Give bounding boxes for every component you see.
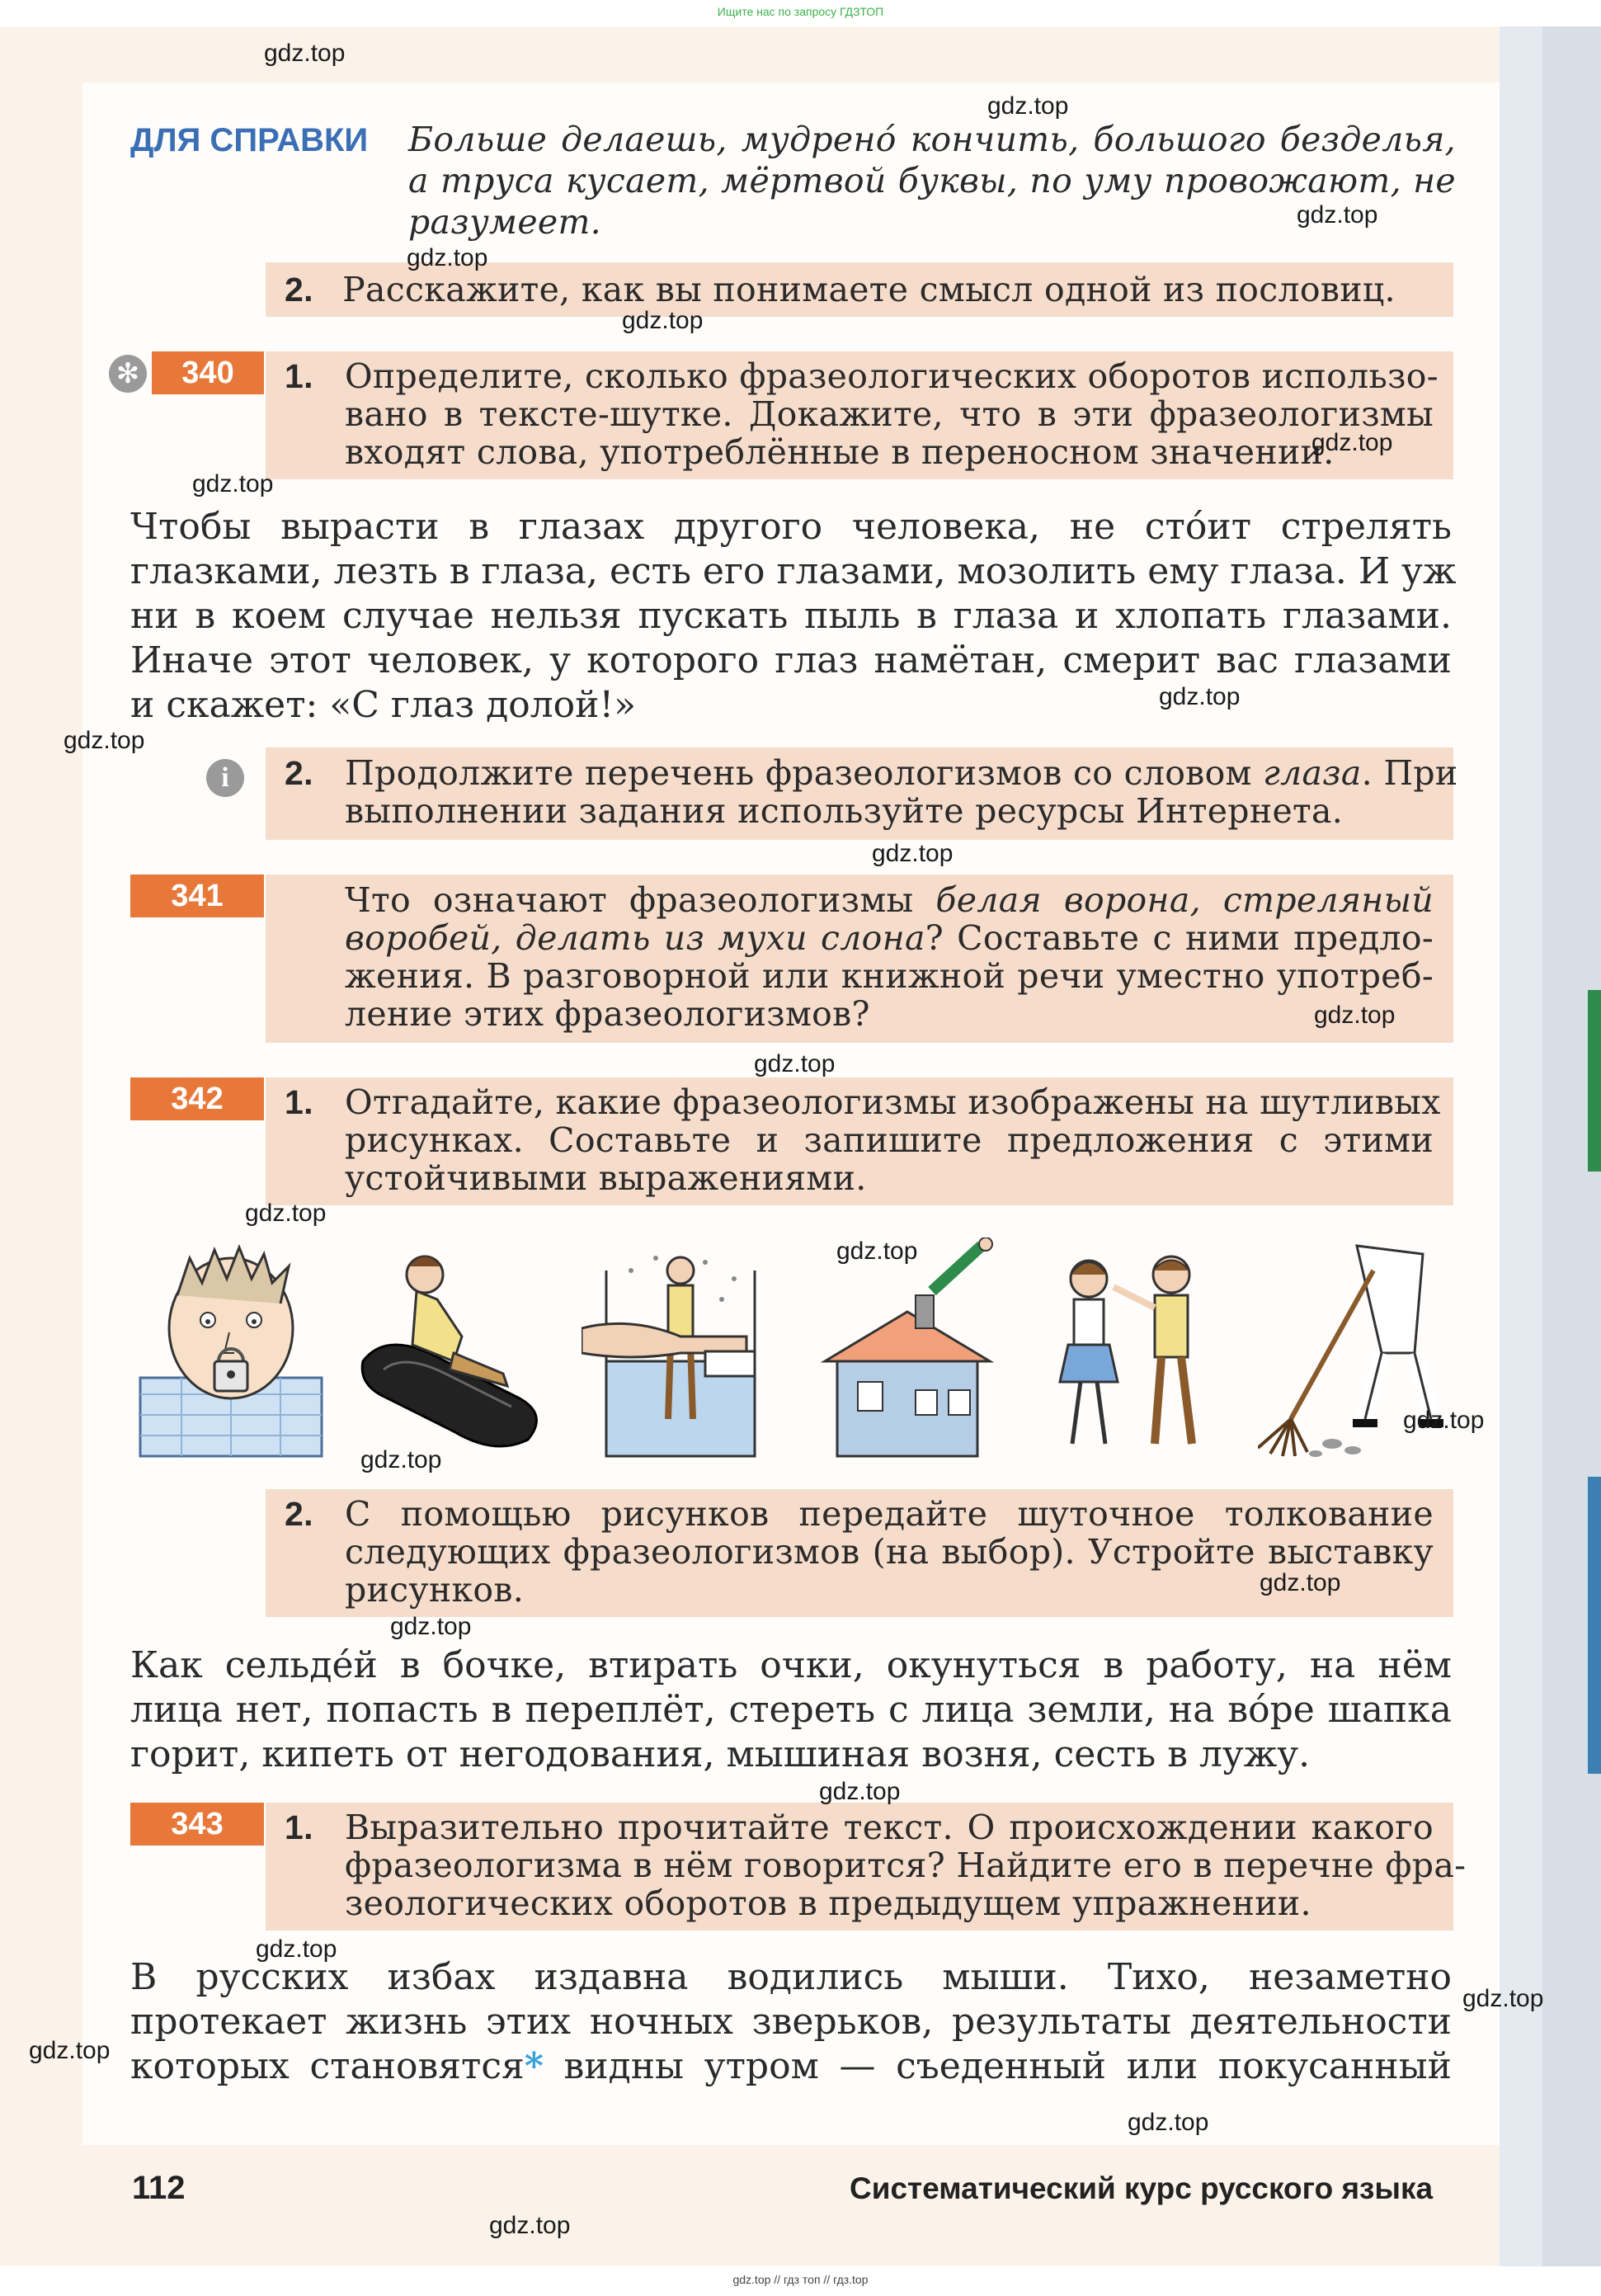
task-line: вано в тексте-шутке. Докажите, что в эти фразеологизмы (345, 394, 1434, 434)
task-line: выполнении задания используйте ресурсы Интернета. (345, 791, 1344, 831)
watermark: gdz.top (1128, 2109, 1209, 2136)
exercise-number-342: 342 (130, 1077, 264, 1120)
task-line: рисунках. Составьте и запишите предложения с этими (345, 1120, 1434, 1160)
illustration-girl-boy (1031, 1238, 1229, 1460)
illustration-lock-mouth (132, 1238, 330, 1460)
watermark: gdz.top (360, 1446, 442, 1473)
exercise-number-340: 340 (152, 351, 264, 394)
illustration-galosh (355, 1238, 553, 1460)
text-line: В русских избах издавна водились мыши. Тихо, незаметно (130, 1956, 1452, 1998)
footnote-star: * (524, 2045, 544, 2087)
task-line: С помощью рисунков передайте шуточное толкование (345, 1494, 1434, 1534)
task-number: 2. (285, 754, 313, 792)
text-line: которых становятся* видны утром — съеденный или покусанный (130, 2045, 1452, 2087)
text-line: Чтобы вырасти в глазах другого человека, не сто́ит стрелять (130, 506, 1452, 548)
watermark: gdz.top (1403, 1407, 1485, 1434)
text-line: Иначе этот человек, у которого глаз намётан, смерит вас глазами (130, 639, 1452, 681)
task-line: ление этих фразеологизмов? (345, 994, 870, 1034)
task-line: зеологических оборотов в предыдущем упражнении. (345, 1883, 1311, 1923)
watermark: gdz.top (264, 40, 346, 67)
task-text: Расскажите, как вы понимаете смысл одной из пословиц. (342, 270, 1396, 309)
watermark: gdz.top (256, 1935, 337, 1963)
info-icon: i (206, 759, 244, 797)
text-line: Как сельде́й в бочке, втирать очки, окунуться в работу, на нём (130, 1644, 1452, 1686)
task-339-2 (285, 271, 1396, 309)
watermark: gdz.top (1260, 1569, 1341, 1596)
task-line: входят слова, употреблённые в переносном значении. (345, 432, 1335, 472)
watermark: gdz.top (1159, 683, 1241, 710)
text-line: глазками, лезть в глаза, есть его глазами, мозолить ему глаза. И уж (130, 550, 1457, 592)
task-line: устойчивыми выражениями. (345, 1158, 867, 1198)
task-line: Продолжите перечень фразеологизмов со словом глаза. При (345, 753, 1458, 793)
watermark: gdz.top (407, 244, 488, 271)
watermark: gdz.top (987, 92, 1069, 120)
watermark: gdz.top (192, 470, 274, 497)
watermark: gdz.top (754, 1050, 836, 1077)
exercise-340-text (130, 505, 1457, 728)
illustration-glass (582, 1238, 779, 1460)
exercise-number-341: 341 (130, 875, 264, 917)
task-line: Что означают фразеологизмы белая ворона, стреляный (345, 880, 1434, 920)
task-342-1-text (345, 1082, 1441, 1198)
task-line: воробей, делать из мухи слона? Составьте с ними предло- (345, 918, 1434, 958)
task-number: 1. (285, 1083, 313, 1121)
bottom-note: gdz.top // гдз топ // гдз.top (732, 2273, 869, 2286)
watermark: gdz.top (872, 840, 954, 867)
text-line: ни в коем случае нельзя пускать пыль в глаза и хлопать глазами. (130, 595, 1452, 637)
section-tab-green (1588, 990, 1601, 1172)
task-341-text (345, 881, 1434, 1033)
task-line: следующих фразеологизмов (на выбор). Устройте выставку (345, 1532, 1434, 1572)
watermark: gdz.top (64, 727, 145, 754)
star-icon: ✻ (109, 355, 147, 393)
reference-label: ДЛЯ СПРАВКИ (130, 122, 369, 158)
task-line: жения. В разговорной или книжной речи уместно употреб- (345, 956, 1434, 996)
watermark: gdz.top (489, 2212, 571, 2239)
page-gutter (1500, 26, 1542, 2266)
task-number: 2. (285, 1495, 313, 1533)
page-number: 112 (132, 2170, 186, 2206)
task-number: 1. (285, 357, 313, 395)
task-number: 1. (285, 1808, 313, 1846)
task-343-1-text (345, 1808, 1467, 1923)
text-line: и скажет: «С глаз долой!» (130, 684, 637, 726)
watermark: gdz.top (819, 1778, 901, 1805)
text-line: протекает жизнь этих ночных зверьков, результаты деятельности (130, 2001, 1452, 2043)
watermark: gdz.top (1297, 201, 1378, 229)
task-line: рисунков. (345, 1570, 525, 1610)
exercise-343-text (130, 1955, 1452, 2089)
task-340-2-text (345, 753, 1458, 831)
watermark: gdz.top (622, 307, 704, 334)
task-340-1-text (345, 356, 1439, 472)
watermark: gdz.top (1311, 429, 1393, 456)
illustrations (132, 1238, 1460, 1460)
text-line: горит, кипеть от негодования, мышиная возня, сесть в лужу. (130, 1733, 1311, 1775)
task-line: фразеологизма в нём говорится? Найдите его в перечне фра- (345, 1846, 1467, 1885)
book-title: Систематический курс русского языка (850, 2171, 1434, 2205)
illustration-house (808, 1238, 1006, 1460)
reference-line: разумеет. (408, 202, 601, 242)
exercise-342-list (130, 1643, 1452, 1777)
exercise-number-343: 343 (130, 1803, 264, 1846)
watermark: gdz.top (1314, 1002, 1396, 1029)
watermark: gdz.top (1462, 1985, 1544, 2012)
task-number: 2. (285, 271, 313, 309)
task-line: Выразительно прочитайте текст. О происхождении какого (345, 1808, 1434, 1847)
watermark: gdz.top (390, 1613, 472, 1640)
task-line: Определите, сколько фразеологических оборотов использо- (345, 356, 1439, 396)
watermark: gdz.top (836, 1238, 918, 1265)
reference-line: а труса кусает, мёртвой буквы, по уму провожают, не (408, 161, 1456, 200)
text-line: лица нет, попасть в переплёт, стереть с лица земли, на во́ре шапка (130, 1689, 1452, 1731)
reference-line: Больше делаешь, мудрено́ кончить, большого безделья, (408, 120, 1456, 159)
task-line: Отгадайте, какие фразеологизмы изображены на шутливых (345, 1082, 1441, 1122)
top-note: Ищите нас по запросу ГДЗТОП (717, 5, 884, 18)
watermark: gdz.top (245, 1200, 327, 1227)
watermark: gdz.top (29, 2037, 111, 2064)
section-tab-blue (1588, 1477, 1601, 1774)
